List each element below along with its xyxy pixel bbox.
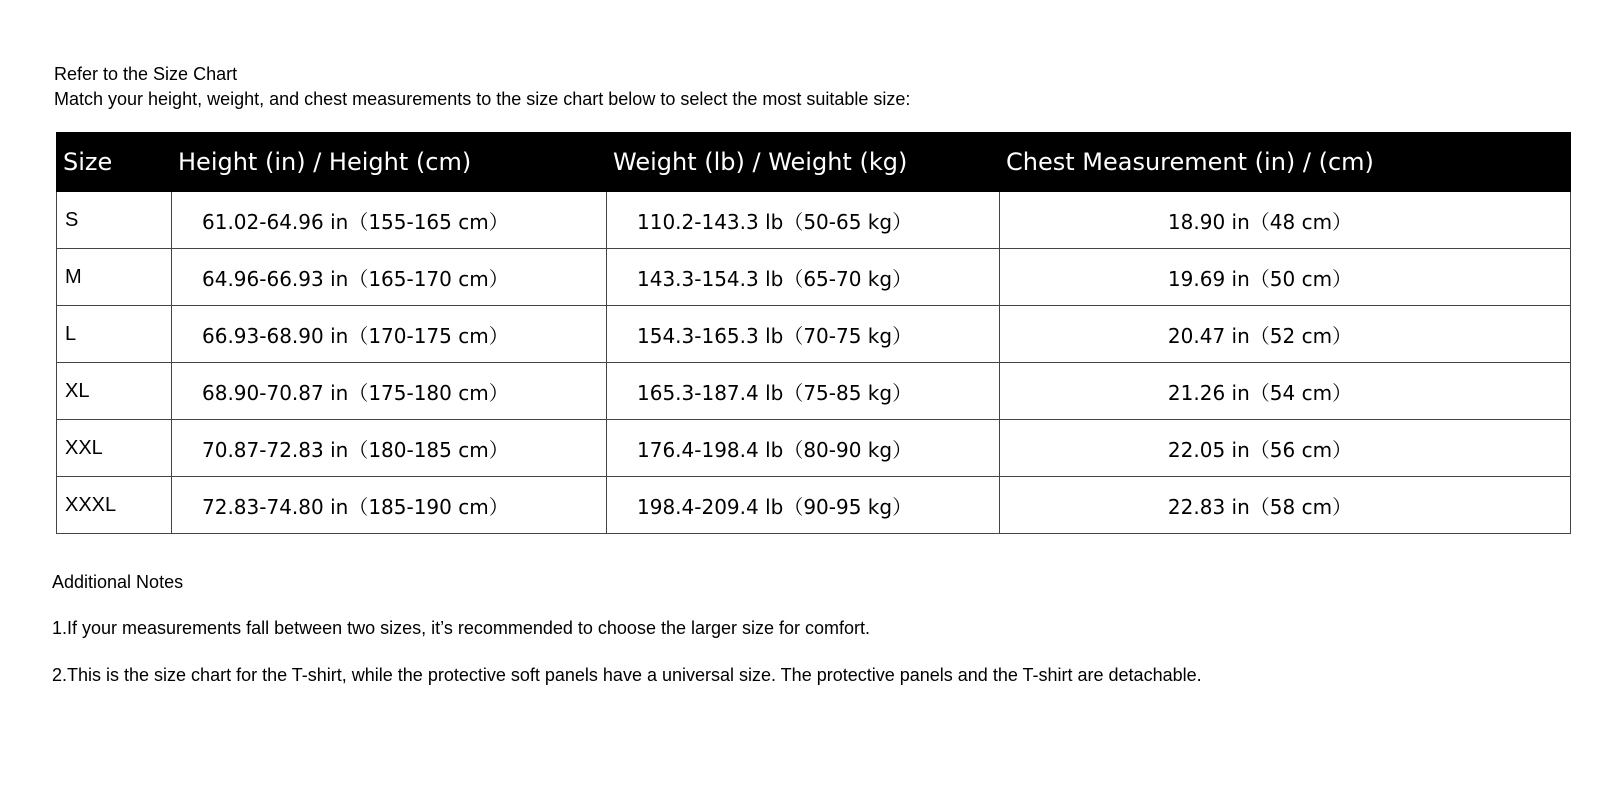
table-row — [57, 477, 1571, 534]
notes-title: Additional Notes — [52, 572, 184, 592]
header-weight: Weight (lb) / Weight (kg) — [607, 133, 1000, 192]
size-chart-table — [56, 132, 1571, 534]
size-chart-header — [57, 133, 1571, 192]
note-item: 1.If your measurements fall between two sizes, it’s recommended to choose the larger size for comfort. — [52, 618, 871, 638]
table-row — [57, 306, 1571, 363]
size-cell: XXL — [57, 420, 172, 477]
size-cell: XL — [57, 363, 172, 420]
weight-cell: 154.3-165.3 lb（70-75 kg） — [607, 306, 1000, 363]
chest-cell: 21.26 in（54 cm） — [1000, 363, 1571, 420]
table-row — [57, 363, 1571, 420]
chest-cell: 18.90 in（48 cm） — [1000, 192, 1571, 249]
header-chest: Chest Measurement (in) / (cm) — [1000, 133, 1571, 192]
additional-notes — [52, 570, 1202, 685]
weight-cell: 198.4-209.4 lb（90-95 kg） — [607, 477, 1000, 534]
table-row — [57, 192, 1571, 249]
size-cell: XXXL — [57, 477, 172, 534]
height-cell: 66.93-68.90 in（170-175 cm） — [172, 306, 607, 363]
size-cell: L — [57, 306, 172, 363]
header-row — [57, 133, 1571, 192]
size-cell: S — [57, 192, 172, 249]
intro-title: Refer to the Size Chart — [54, 64, 238, 84]
height-cell: 61.02-64.96 in（155-165 cm） — [172, 192, 607, 249]
table-row — [57, 249, 1571, 306]
header-size: Size — [57, 133, 172, 192]
height-cell: 68.90-70.87 in（175-180 cm） — [172, 363, 607, 420]
chest-cell: 22.83 in（58 cm） — [1000, 477, 1571, 534]
height-cell: 72.83-74.80 in（185-190 cm） — [172, 477, 607, 534]
table-row — [57, 420, 1571, 477]
chest-cell: 19.69 in（50 cm） — [1000, 249, 1571, 306]
height-cell: 64.96-66.93 in（165-170 cm） — [172, 249, 607, 306]
chest-cell: 22.05 in（56 cm） — [1000, 420, 1571, 477]
weight-cell: 143.3-154.3 lb（65-70 kg） — [607, 249, 1000, 306]
note-item: 2.This is the size chart for the T-shirt, while the protective soft panels have a universal size. The protective panels and the T-shirt are detachable. — [52, 665, 1202, 685]
header-height: Height (in) / Height (cm) — [172, 133, 607, 192]
intro — [54, 62, 910, 112]
size-chart-body — [57, 192, 1571, 534]
weight-cell: 176.4-198.4 lb（80-90 kg） — [607, 420, 1000, 477]
chest-cell: 20.47 in（52 cm） — [1000, 306, 1571, 363]
weight-cell: 165.3-187.4 lb（75-85 kg） — [607, 363, 1000, 420]
height-cell: 70.87-72.83 in（180-185 cm） — [172, 420, 607, 477]
intro-instruction: Match your height, weight, and chest measurements to the size chart below to select the most suitable size: — [54, 89, 911, 109]
weight-cell: 110.2-143.3 lb（50-65 kg） — [607, 192, 1000, 249]
size-cell: M — [57, 249, 172, 306]
